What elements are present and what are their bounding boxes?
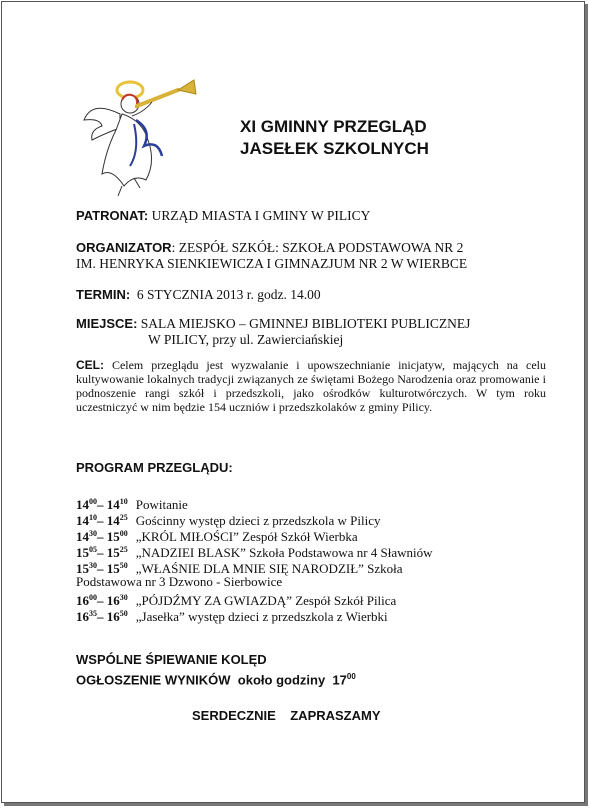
start-minute: 30 <box>89 561 97 570</box>
organizator-section <box>76 240 546 272</box>
start-minute: 10 <box>89 513 97 522</box>
cel-section <box>76 358 546 414</box>
patronat-text: URZĄD MIASTA I GMINY W PILICY <box>151 208 371 223</box>
miejsce-section <box>76 316 546 348</box>
start-hour: 14 <box>76 529 89 544</box>
program-item-time: $14^{30}-$ $15^{00}$ <box>76 529 128 544</box>
program-item-time: $16^{00}-$ $16^{30}$ <box>76 593 128 608</box>
program-item-time: $16^{35}-$ $16^{50}$ <box>76 609 128 624</box>
end-hour: 14 <box>106 497 120 512</box>
program-item <box>76 606 388 625</box>
termin-label: TERMIN: <box>76 287 131 302</box>
program-item-time: $14^{00}-$ $14^{10}$ <box>76 497 128 512</box>
program-item-desc: „NADZIEI BLASK” Szkoła Podstawowa nr 4 Sławniów <box>135 545 433 560</box>
program-item <box>76 574 282 590</box>
termin-text: 6 STYCZNIA 2013 r. godz. 14.00 <box>136 287 321 302</box>
patronat-section <box>76 208 546 224</box>
program-item-time: $14^{10}-$ $14^{25}$ <box>76 513 128 528</box>
organizator-label: ORGANIZATOR <box>76 240 172 255</box>
termin-section <box>76 287 546 303</box>
title-line-1: XI GMINNY PRZEGLĄD <box>240 117 427 136</box>
closing-hour: 17 <box>332 672 347 688</box>
closing-time-label: około godziny <box>237 672 326 688</box>
closing-line-1: WSPÓLNE ŚPIEWANIE KOLĘD <box>76 652 267 667</box>
start-minute: 35 <box>89 609 97 618</box>
closing-line-2 <box>76 669 546 688</box>
poster-page <box>1 1 585 803</box>
start-minute: 30 <box>89 529 97 538</box>
end-minute: 50 <box>119 561 128 570</box>
patronat-label: PATRONAT: <box>76 208 149 223</box>
start-minute: 00 <box>89 497 97 506</box>
miejsce-label: MIEJSCE: <box>76 316 138 331</box>
poster-title <box>240 116 540 160</box>
end-minute: 25 <box>119 513 128 522</box>
organizator-text-2: IM. HENRYKA SIENKIEWICZA I GIMNAZJUM NR 2 W WIERBCE <box>76 256 468 271</box>
end-minute: 10 <box>119 497 128 506</box>
start-hour: 14 <box>76 513 89 528</box>
end-hour: 14 <box>106 513 120 528</box>
end-hour: 15 <box>106 561 120 576</box>
end-hour: 16 <box>106 593 120 608</box>
closing-results: OGŁOSZENIE WYNIKÓW <box>76 672 231 688</box>
start-hour: 15 <box>76 545 89 560</box>
end-hour: 15 <box>106 545 120 560</box>
start-minute: 00 <box>89 593 97 602</box>
start-hour: 16 <box>76 609 89 624</box>
title-line-2: JASEŁEK SZKOLNYCH <box>240 139 429 158</box>
program-item-desc: Powitanie <box>135 497 188 512</box>
program-item-desc: Podstawowa nr 3 Dzwono - Sierbowice <box>76 574 283 589</box>
end-minute: 30 <box>119 593 128 602</box>
miejsce-text-1: SALA MIEJSKO – GMINNEJ BIBLIOTEKI PUBLICZNEJ <box>140 316 471 331</box>
start-minute: 05 <box>89 545 97 554</box>
program-item-desc: „KRÓL MIŁOŚCI” Zespół Szkół Wierbka <box>135 529 358 544</box>
end-hour: 16 <box>106 609 120 624</box>
program-item-time: $15^{05}-$ $15^{25}$ <box>76 545 128 560</box>
angel-with-trumpet-illustration <box>82 70 200 200</box>
miejsce-text-2: W PILICY, przy ul. Zawierciańskiej <box>148 332 344 347</box>
start-hour: 14 <box>76 497 89 512</box>
farewell-text: SERDECZNIE ZAPRASZAMY <box>192 708 381 723</box>
closing-minutes: 00 <box>346 672 356 681</box>
end-minute: 50 <box>119 609 128 618</box>
end-minute: 25 <box>119 545 128 554</box>
program-item-time: $15^{30}-$ $15^{50}$ <box>76 561 128 576</box>
program-item-desc: „Jasełka” występ dzieci z przedszkola z Wierbki <box>135 609 388 624</box>
program-heading: PROGRAM PRZEGLĄDU: <box>76 460 233 475</box>
cel-label: CEL: <box>76 358 104 372</box>
end-minute: 00 <box>119 529 128 538</box>
program-item-desc: Gościnny występ dzieci z przedszkola w Pilicy <box>135 513 381 528</box>
end-hour: 15 <box>106 529 120 544</box>
organizator-text-1: : ZESPÓŁ SZKÓŁ: SZKOŁA PODSTAWOWA NR 2 <box>171 240 464 255</box>
program-item-desc: „WŁAŚNIE DLA MNIE SIĘ NARODZIŁ” Szkoła <box>135 561 403 576</box>
start-hour: 15 <box>76 561 89 576</box>
program-item-desc: „PÓJDŹMY ZA GWIAZDĄ” Zespół Szkół Pilica <box>135 593 397 608</box>
cel-text: Celem przeglądu jest wyzwalanie i upowszechnianie inicjatyw, mających na celu kultywowanie lokalnych tradycji związanych ze świętami Bożego Narodzenia oraz promowanie i podnoszenie rangi szkół i przedszkoli, jako ośrodków kulturotwórczych. W tym roku uczestniczyć w nim będzie 154 uczniów i przedszkolaków z gminy Pilicy. <box>76 358 547 414</box>
start-hour: 16 <box>76 593 89 608</box>
